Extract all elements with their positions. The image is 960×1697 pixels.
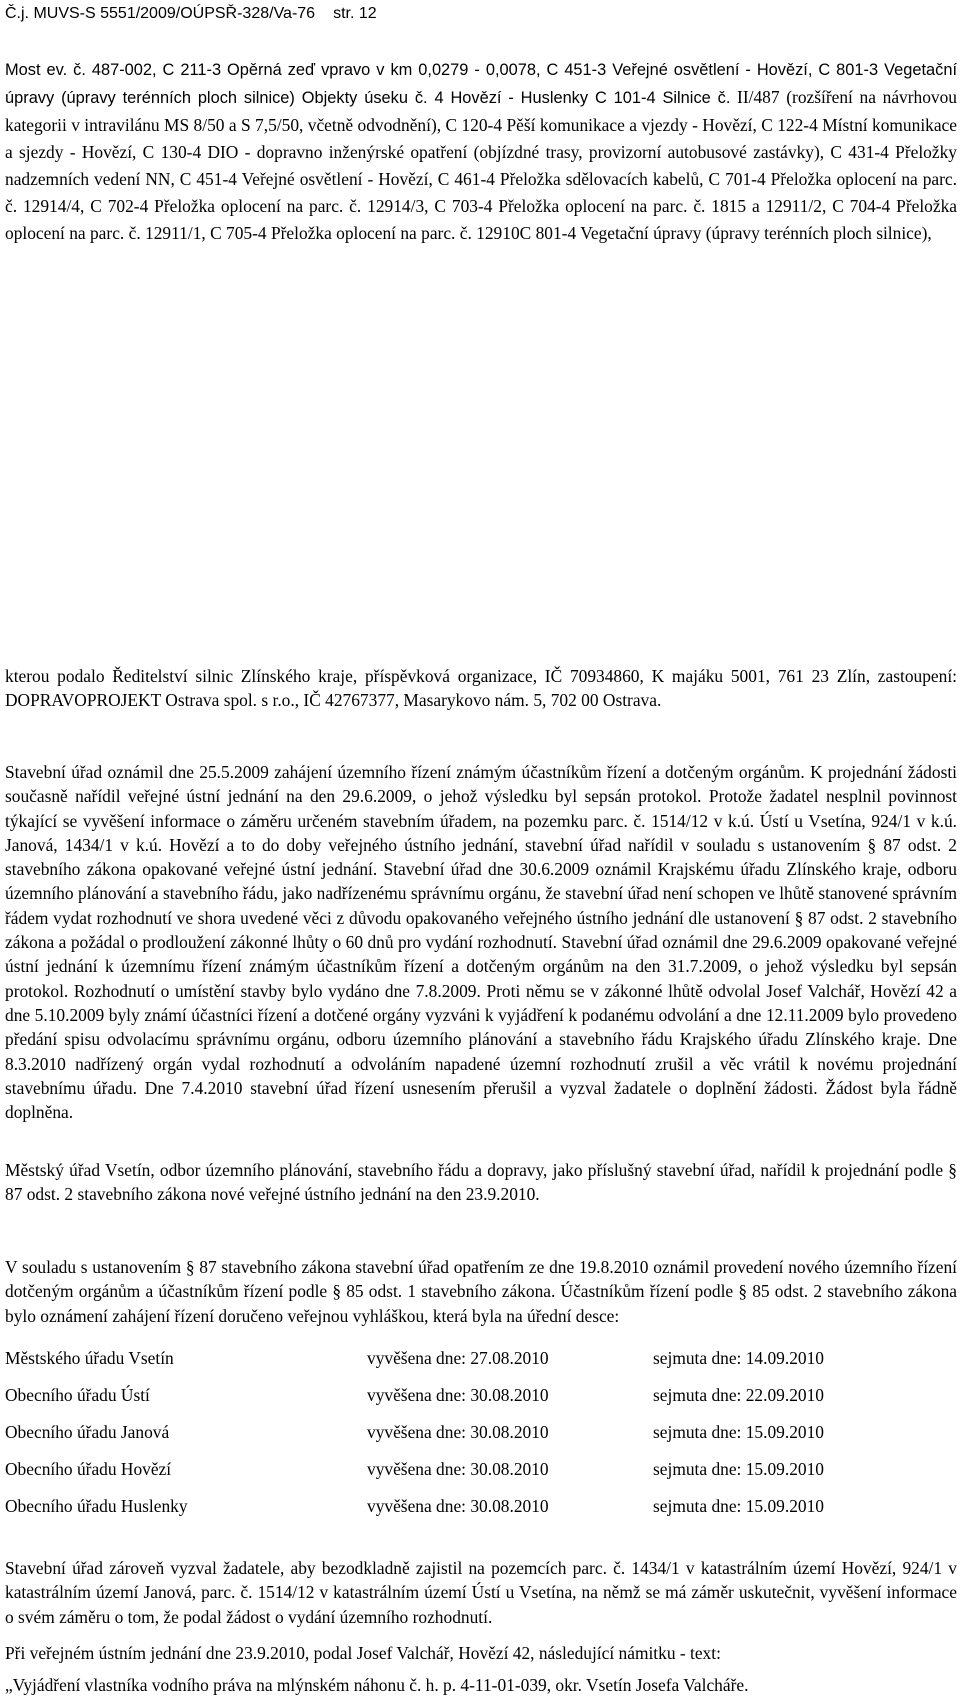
project-objects-text: Most ev. č. 487-002, C 211-3 Opěrná zeď vpravo v km 0,0279 - 0,0078, C 451-3 Veřejné osvětlení - Hovězí, C 801-3 Vegetační úpravy (úpravy terénních ploch silnice) Objekty úseku č. 4 Hovězí - Huslenky C 101-4 Silnice č. <box>5 61 957 107</box>
page-number: str. 12 <box>333 5 377 22</box>
office-name: Městského úřadu Vsetín <box>5 1348 174 1368</box>
removed-date: sejmuta dne: 22.09.2010 <box>653 1385 824 1405</box>
project-description <box>5 56 957 247</box>
applicant-paragraph: kterou podalo Ředitelství silnic Zlínského kraje, příspěvková organizace, IČ 70934860, K majáku 5001, 761 23 Zlín, zastoupení: DOPRAVOPROJEKT Ostrava spol. s r.o., IČ 42767377, Masarykovo nám. 5, 702 00 Ostrava. <box>5 666 957 711</box>
objection-intro-paragraph: Při veřejném ústním jednání dne 23.9.2010, podal Josef Valchář, Hovězí 42, následující námitku - text: <box>5 1643 721 1663</box>
posted-date: vyvěšena dne: 30.08.2010 <box>367 1385 549 1405</box>
project-objects-text-continued: II/487 (rozšíření na návrhovou kategorii v intravilánu MS 8/50 a S 7,5/50, včetně odvodnění), C 120-4 Pěší komunikace a vjezdy - Hovězí, C 122-4 Místní komunikace a sjezdy - Hovězí, C 130-4 DIO - dopravno inženýrské opatření (objízdné trasy, provizorní autobusové zastávky), C 431-4 Přeložky nadzemních vedení NN, C 451-4 Veřejné osvětlení - Hovězí, C 461-4 Přeložka sdělovacích kabelů, C 701-4 Přeložka oplocení na parc. č. 12914/4, C 702-4 Přeložka oplocení na parc. č. 12914/3, C 703-4 Přeložka oplocení na parc. č. 1815 a 12911/2, C 704-4 Přeložka oplocení na parc. č. 12911/1, C 705-4 Přeložka oplocení na parc. č. 12910C 801-4 Vegetační úpravy (úpravy terénních ploch silnice), <box>5 87 957 243</box>
office-name: Obecního úřadu Hovězí <box>5 1459 172 1479</box>
posted-date: vyvěšena dne: 30.08.2010 <box>367 1459 549 1479</box>
objection-quote-paragraph: „Vyjádření vlastníka vodního práva na mlýnském náhonu č. h. p. 4-11-01-039, okr. Vsetín Josefa Valcháře. <box>5 1675 749 1695</box>
posted-date: vyvěšena dne: 30.08.2010 <box>367 1422 549 1442</box>
procedure-history-paragraph: Stavební úřad oznámil dne 25.5.2009 zahájení územního řízení známým účastníkům řízení a dotčeným orgánům. K projednání žádosti současně nařídil veřejné ústní jednání na den 29.6.2009, o jehož výsledku byl sepsán protokol. Protože žadatel nesplnil povinnost týkající se vyvěšení informace o záměru určeném stavebním úřadem, na pozemku parc. č. 1514/12 v k.ú. Ústí u Vsetína, 924/1 v k.ú. Janová, 1434/1 v k.ú. Hovězí a to do doby veřejného ústního jednání, stavební úřad nařídil v souladu s ustanovením § 87 odst. 2 stavebního zákona opakované veřejné ústní jednání. Stavební úřad dne 30.6.2009 oznámil Krajskému úřadu Zlínského kraje, odboru územního plánování a stavebního řádu, jako nadřízenému správnímu orgánu, že stavební úřad není schopen ve lhůtě stanovené správním řádem vydat rozhodnutí ve shora uvedené věci z důvodu opakovaného veřejného ústního jednání dle ustanovení § 87 odst. 2 stavebního zákona a požádal o prodloužení zákonné lhůty o 60 dnů pro vydání rozhodnutí. Stavební úřad oznámil dne 29.6.2009 opakované veřejné ústní jednání k územnímu řízení známým účastníkům řízení a dotčeným orgánům na den 31.7.2009, o jehož výsledku byl sepsán protokol. Rozhodnutí o umístění stavby bylo vydáno dne 7.8.2009. Proti němu se v zákonné lhůtě odvolal Josef Valchář, Hovězí 42 a dne 5.10.2009 byly známí účastníci řízení a dotčené orgány vyzváni k vyjádření k podanému odvolání a dne 12.11.2009 bylo provedeno předání spisu odvolacímu správnímu orgánu, odboru územního plánování a stavebního řádu Krajského úřadu Zlínského kraje. Dne 8.3.2010 nadřízený orgán vydal rozhodnutí a odvoláním napadené územní rozhodnutí zrušil a věc vrátil k novému projednání stavebnímu úřadu. Dne 7.4.2010 stavební úřad řízení usnesením přerušil a vyzval žadatele o doplnění žádosti. Žádost byla řádně doplněna. <box>5 762 957 1123</box>
new-hearing-paragraph: Městský úřad Vsetín, odbor územního plánování, stavebního řádu a dopravy, jako příslušný stavební úřad, nařídil k projednání podle § 87 odst. 2 stavebního zákona nové veřejné ústního jednání na den 23.9.2010. <box>5 1160 957 1205</box>
office-name: Obecního úřadu Ústí <box>5 1385 150 1405</box>
office-name: Obecního úřadu Huslenky <box>5 1496 188 1516</box>
notification-paragraph: V souladu s ustanovením § 87 stavebního zákona stavební úřad opatřením ze dne 19.8.2010 oznámil provedení nového územního řízení dotčeným orgánům a účastníkům řízení podle § 85 odst. 1 stavebního zákona. Účastníkům řízení podle § 85 odst. 2 stavebního zákona bylo oznámení zahájení řízení doručeno veřejnou vyhláškou, která byla na úřední desce: <box>5 1257 957 1326</box>
removed-date: sejmuta dne: 15.09.2010 <box>653 1496 824 1516</box>
page-header <box>5 4 377 24</box>
removed-date: sejmuta dne: 15.09.2010 <box>653 1459 824 1479</box>
posted-date: vyvěšena dne: 27.08.2010 <box>367 1348 549 1368</box>
applicant-obligation-paragraph: Stavební úřad zároveň vyzval žadatele, aby bezodkladně zajistil na pozemcích parc. č. 1434/1 v katastrálním území Hovězí, 924/1 v katastrálním území Janová, parc. č. 1514/12 v katastrálním území Ústí u Vsetína, na němž se má záměr uskutečnit, vyvěšení informace o svém záměru o tom, že podal žádost o vydání územního rozhodnutí. <box>5 1558 957 1627</box>
removed-date: sejmuta dne: 14.09.2010 <box>653 1348 824 1368</box>
office-name: Obecního úřadu Janová <box>5 1422 170 1442</box>
reference-number: Č.j. MUVS-S 5551/2009/OÚPSŘ-328/Va-76 <box>5 5 316 22</box>
removed-date: sejmuta dne: 15.09.2010 <box>653 1422 824 1442</box>
posted-date: vyvěšena dne: 30.08.2010 <box>367 1496 549 1516</box>
